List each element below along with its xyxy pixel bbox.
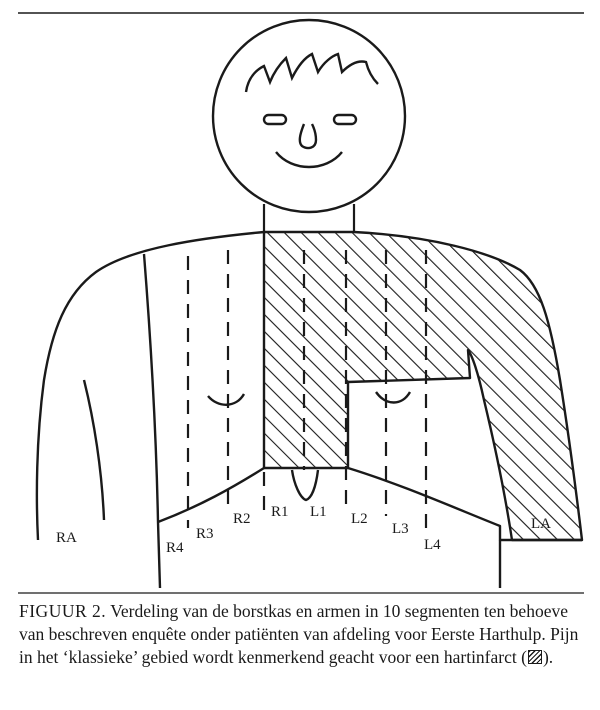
figure-caption [19, 600, 585, 669]
label-l4: L4 [424, 537, 441, 553]
shoulder-right [37, 232, 264, 540]
xiphoid [292, 470, 318, 500]
label-la: LA [531, 516, 551, 532]
figure-label: FIGUUR 2. [19, 601, 107, 621]
label-l1: L1 [310, 504, 327, 520]
head [213, 20, 405, 212]
label-ra: RA [56, 530, 77, 546]
hair [246, 54, 378, 92]
mouth [276, 152, 342, 167]
nose [300, 124, 316, 148]
inner-arm-right [84, 380, 104, 520]
label-r3: R3 [196, 526, 214, 542]
hatch-legend-icon [528, 650, 542, 664]
segment-labels [56, 504, 551, 556]
right-nipple [208, 394, 244, 405]
label-l3: L3 [392, 521, 409, 537]
right-chest-border [144, 254, 160, 588]
left-nipple [376, 392, 410, 403]
left-eye-icon [334, 115, 356, 124]
neck [264, 204, 354, 232]
label-r2: R2 [233, 511, 251, 527]
label-r4: R4 [166, 540, 184, 556]
label-r1: R1 [271, 504, 289, 520]
right-eye-icon [264, 115, 286, 124]
caption-close: ). [542, 647, 554, 667]
head-outline [213, 20, 405, 212]
label-l2: L2 [351, 511, 368, 527]
caption-text: Verdeling van de borstkas en armen in 10 segmenten ten behoeve van beschreven enquête onder patiënten van afdeling voor Eerste Harthulp. Pijn in het ‘klassieke’ gebied wordt kenmerkend geacht voor een hartinfarct ( [19, 601, 579, 667]
